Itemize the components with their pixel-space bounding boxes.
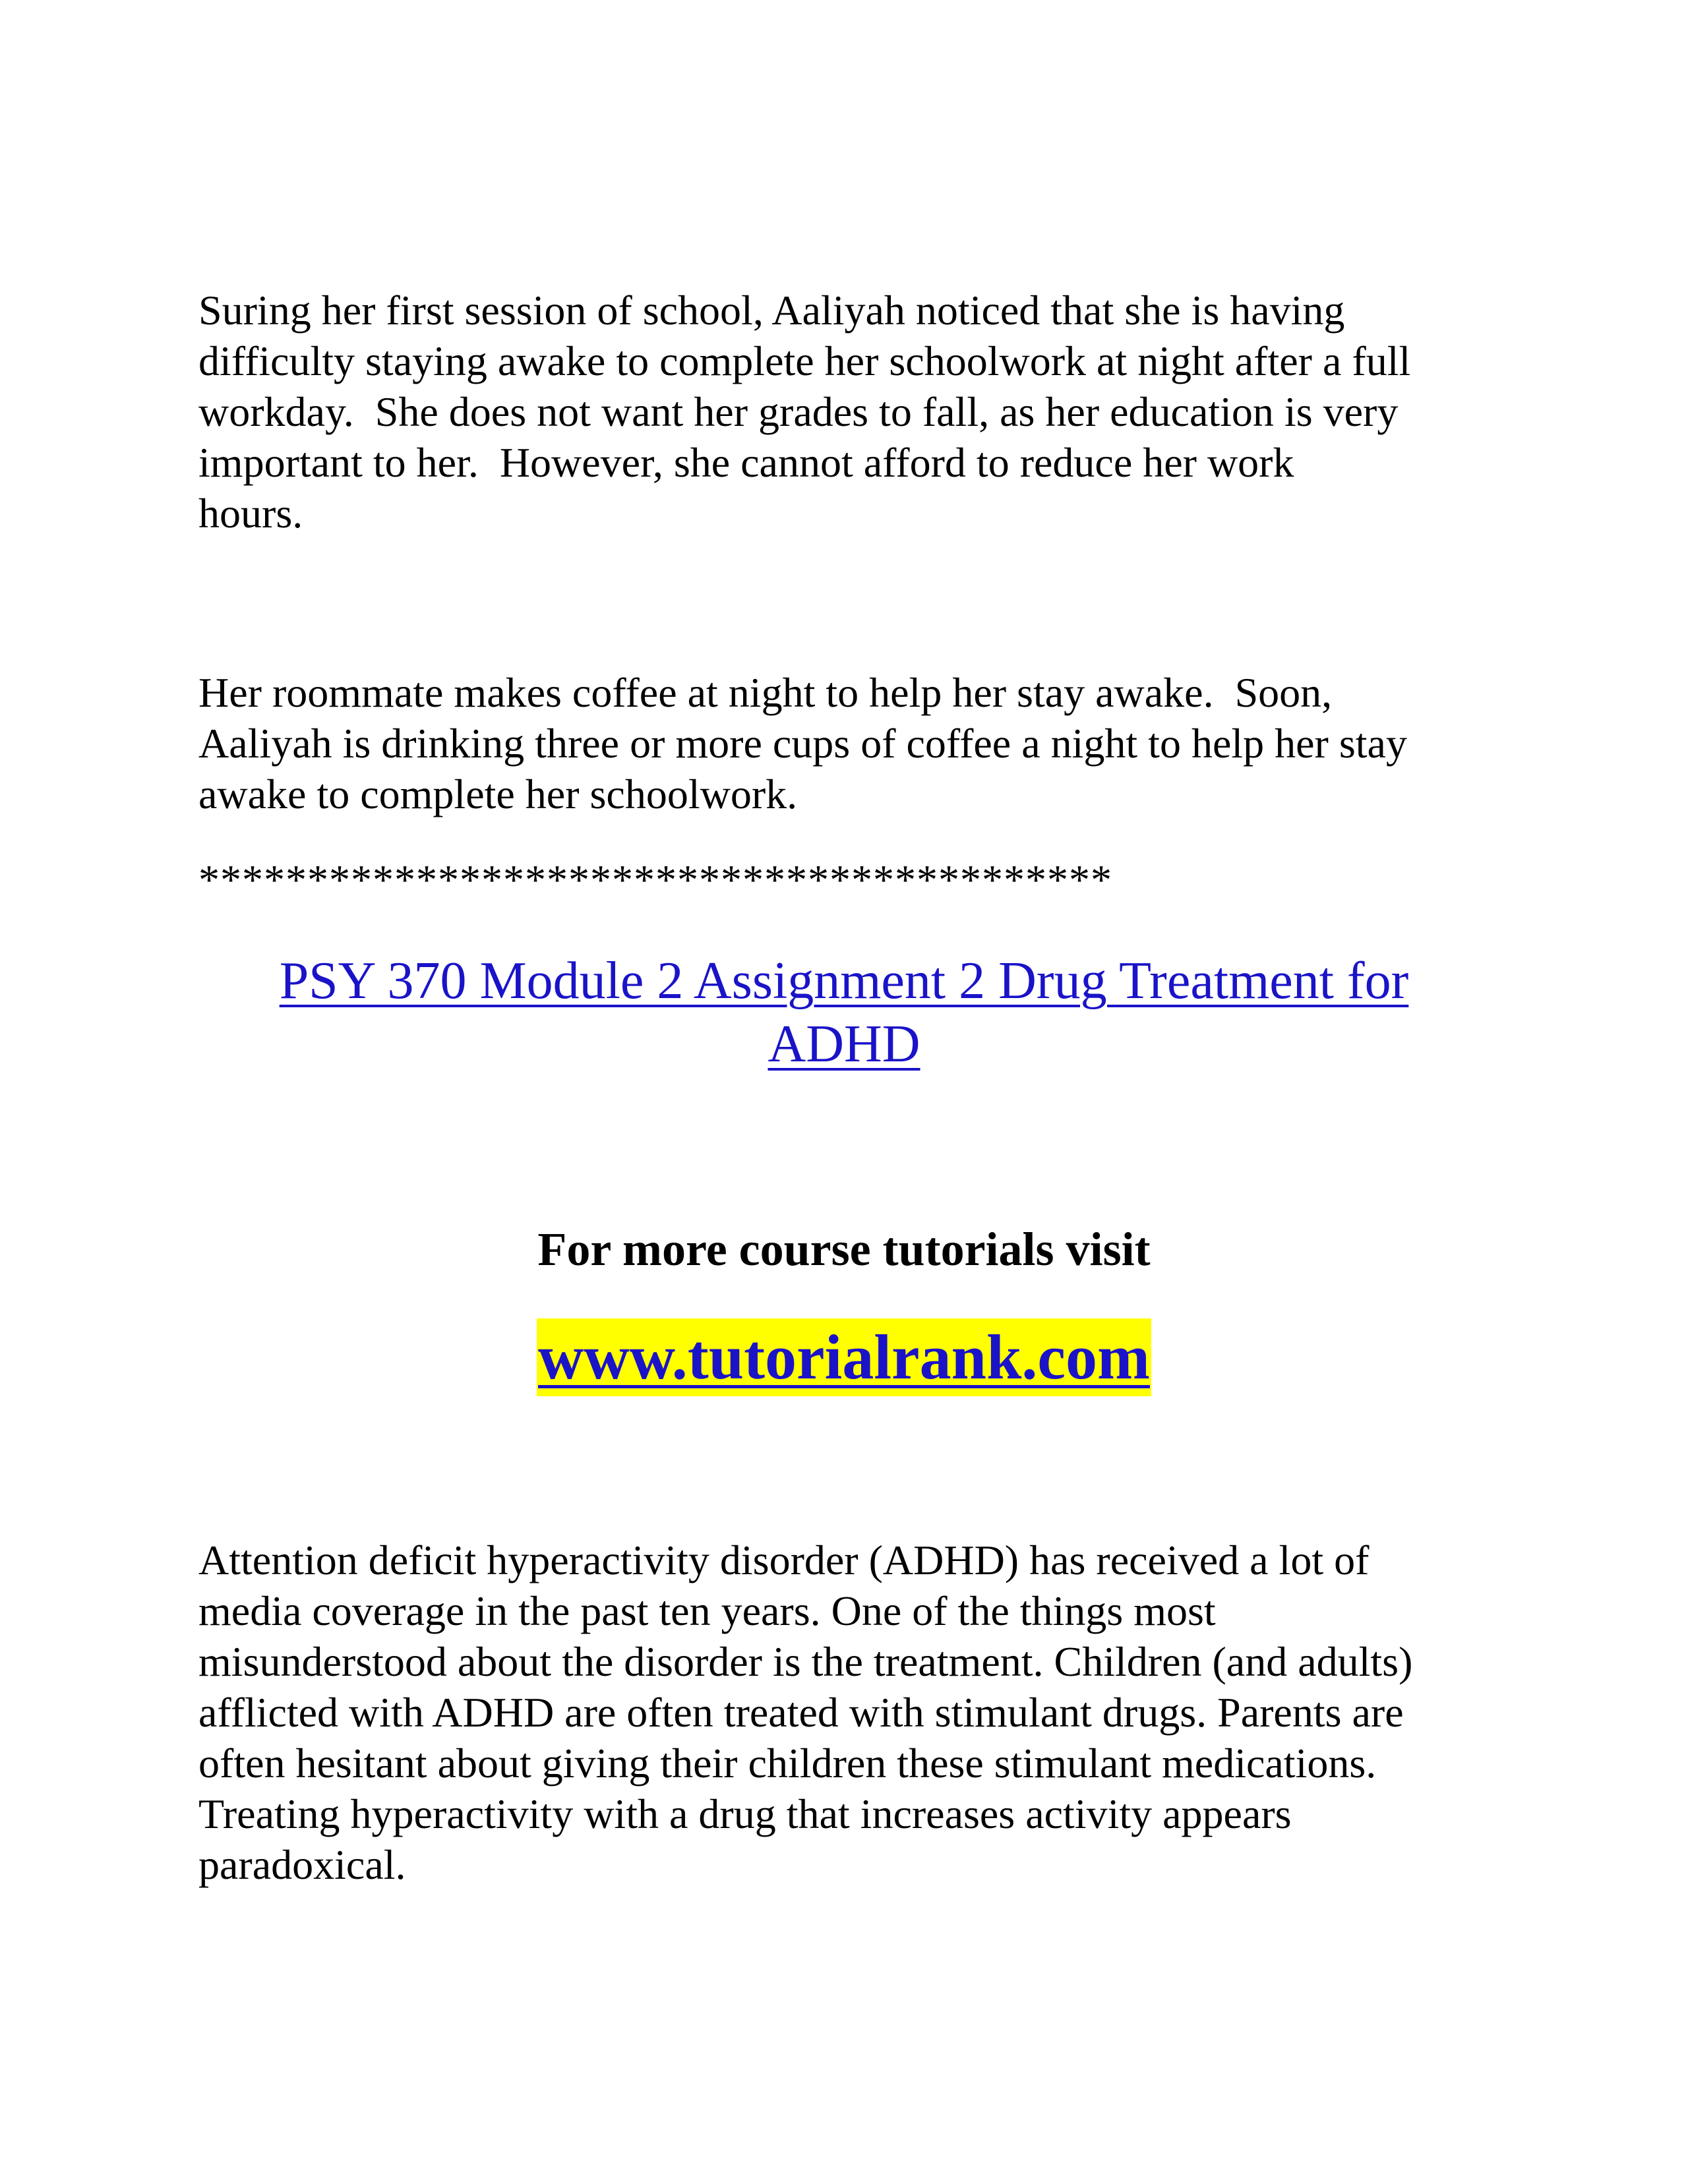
title-link-line[interactable]: PSY 370 Module 2 Assignment 2 Drug Treatment for	[279, 952, 1409, 1010]
paragraph-line: awake to complete her schoolwork.	[198, 771, 798, 817]
asterisk-separator: ******************************************	[198, 856, 1112, 903]
paragraph-aaliyah-session	[198, 285, 1530, 539]
paragraph-line: paradoxical.	[198, 1841, 406, 1888]
site-link-container	[0, 1318, 1688, 1396]
paragraph-line: Her roommate makes coffee at night to help her stay awake. Soon,	[198, 669, 1333, 716]
paragraph-line: Attention deficit hyperactivity disorder (ADHD) has received a lot of	[198, 1537, 1370, 1583]
paragraph-line: workday. She does not want her grades to fall, as her education is very	[198, 388, 1399, 435]
paragraph-line: media coverage in the past ten years. One of the things most	[198, 1587, 1216, 1634]
paragraph-line: Suring her first session of school, Aaliyah noticed that she is having	[198, 287, 1345, 334]
paragraph-adhd-treatment	[198, 1535, 1530, 1890]
title-link-line[interactable]: ADHD	[768, 1015, 920, 1073]
assignment-title-link[interactable]	[0, 949, 1688, 1076]
paragraph-line: afflicted with ADHD are often treated with stimulant drugs. Parents are	[198, 1689, 1404, 1736]
paragraph-line: difficulty staying awake to complete her schoolwork at night after a full	[198, 338, 1411, 384]
paragraph-line: Aaliyah is drinking three or more cups of coffee a night to help her stay	[198, 720, 1407, 767]
paragraph-line: hours.	[198, 490, 303, 537]
website-link[interactable]: www.tutorialrank.com	[537, 1318, 1151, 1396]
paragraph-roommate-coffee	[198, 667, 1530, 819]
paragraph-line: Treating hyperactivity with a drug that increases activity appears	[198, 1790, 1292, 1837]
paragraph-line: important to her. However, she cannot afford to reduce her work	[198, 439, 1294, 486]
paragraph-line: often hesitant about giving their children these stimulant medications.	[198, 1740, 1377, 1786]
tutorials-heading: For more course tutorials visit	[537, 1223, 1151, 1276]
paragraph-line: misunderstood about the disorder is the treatment. Children (and adults)	[198, 1638, 1413, 1685]
